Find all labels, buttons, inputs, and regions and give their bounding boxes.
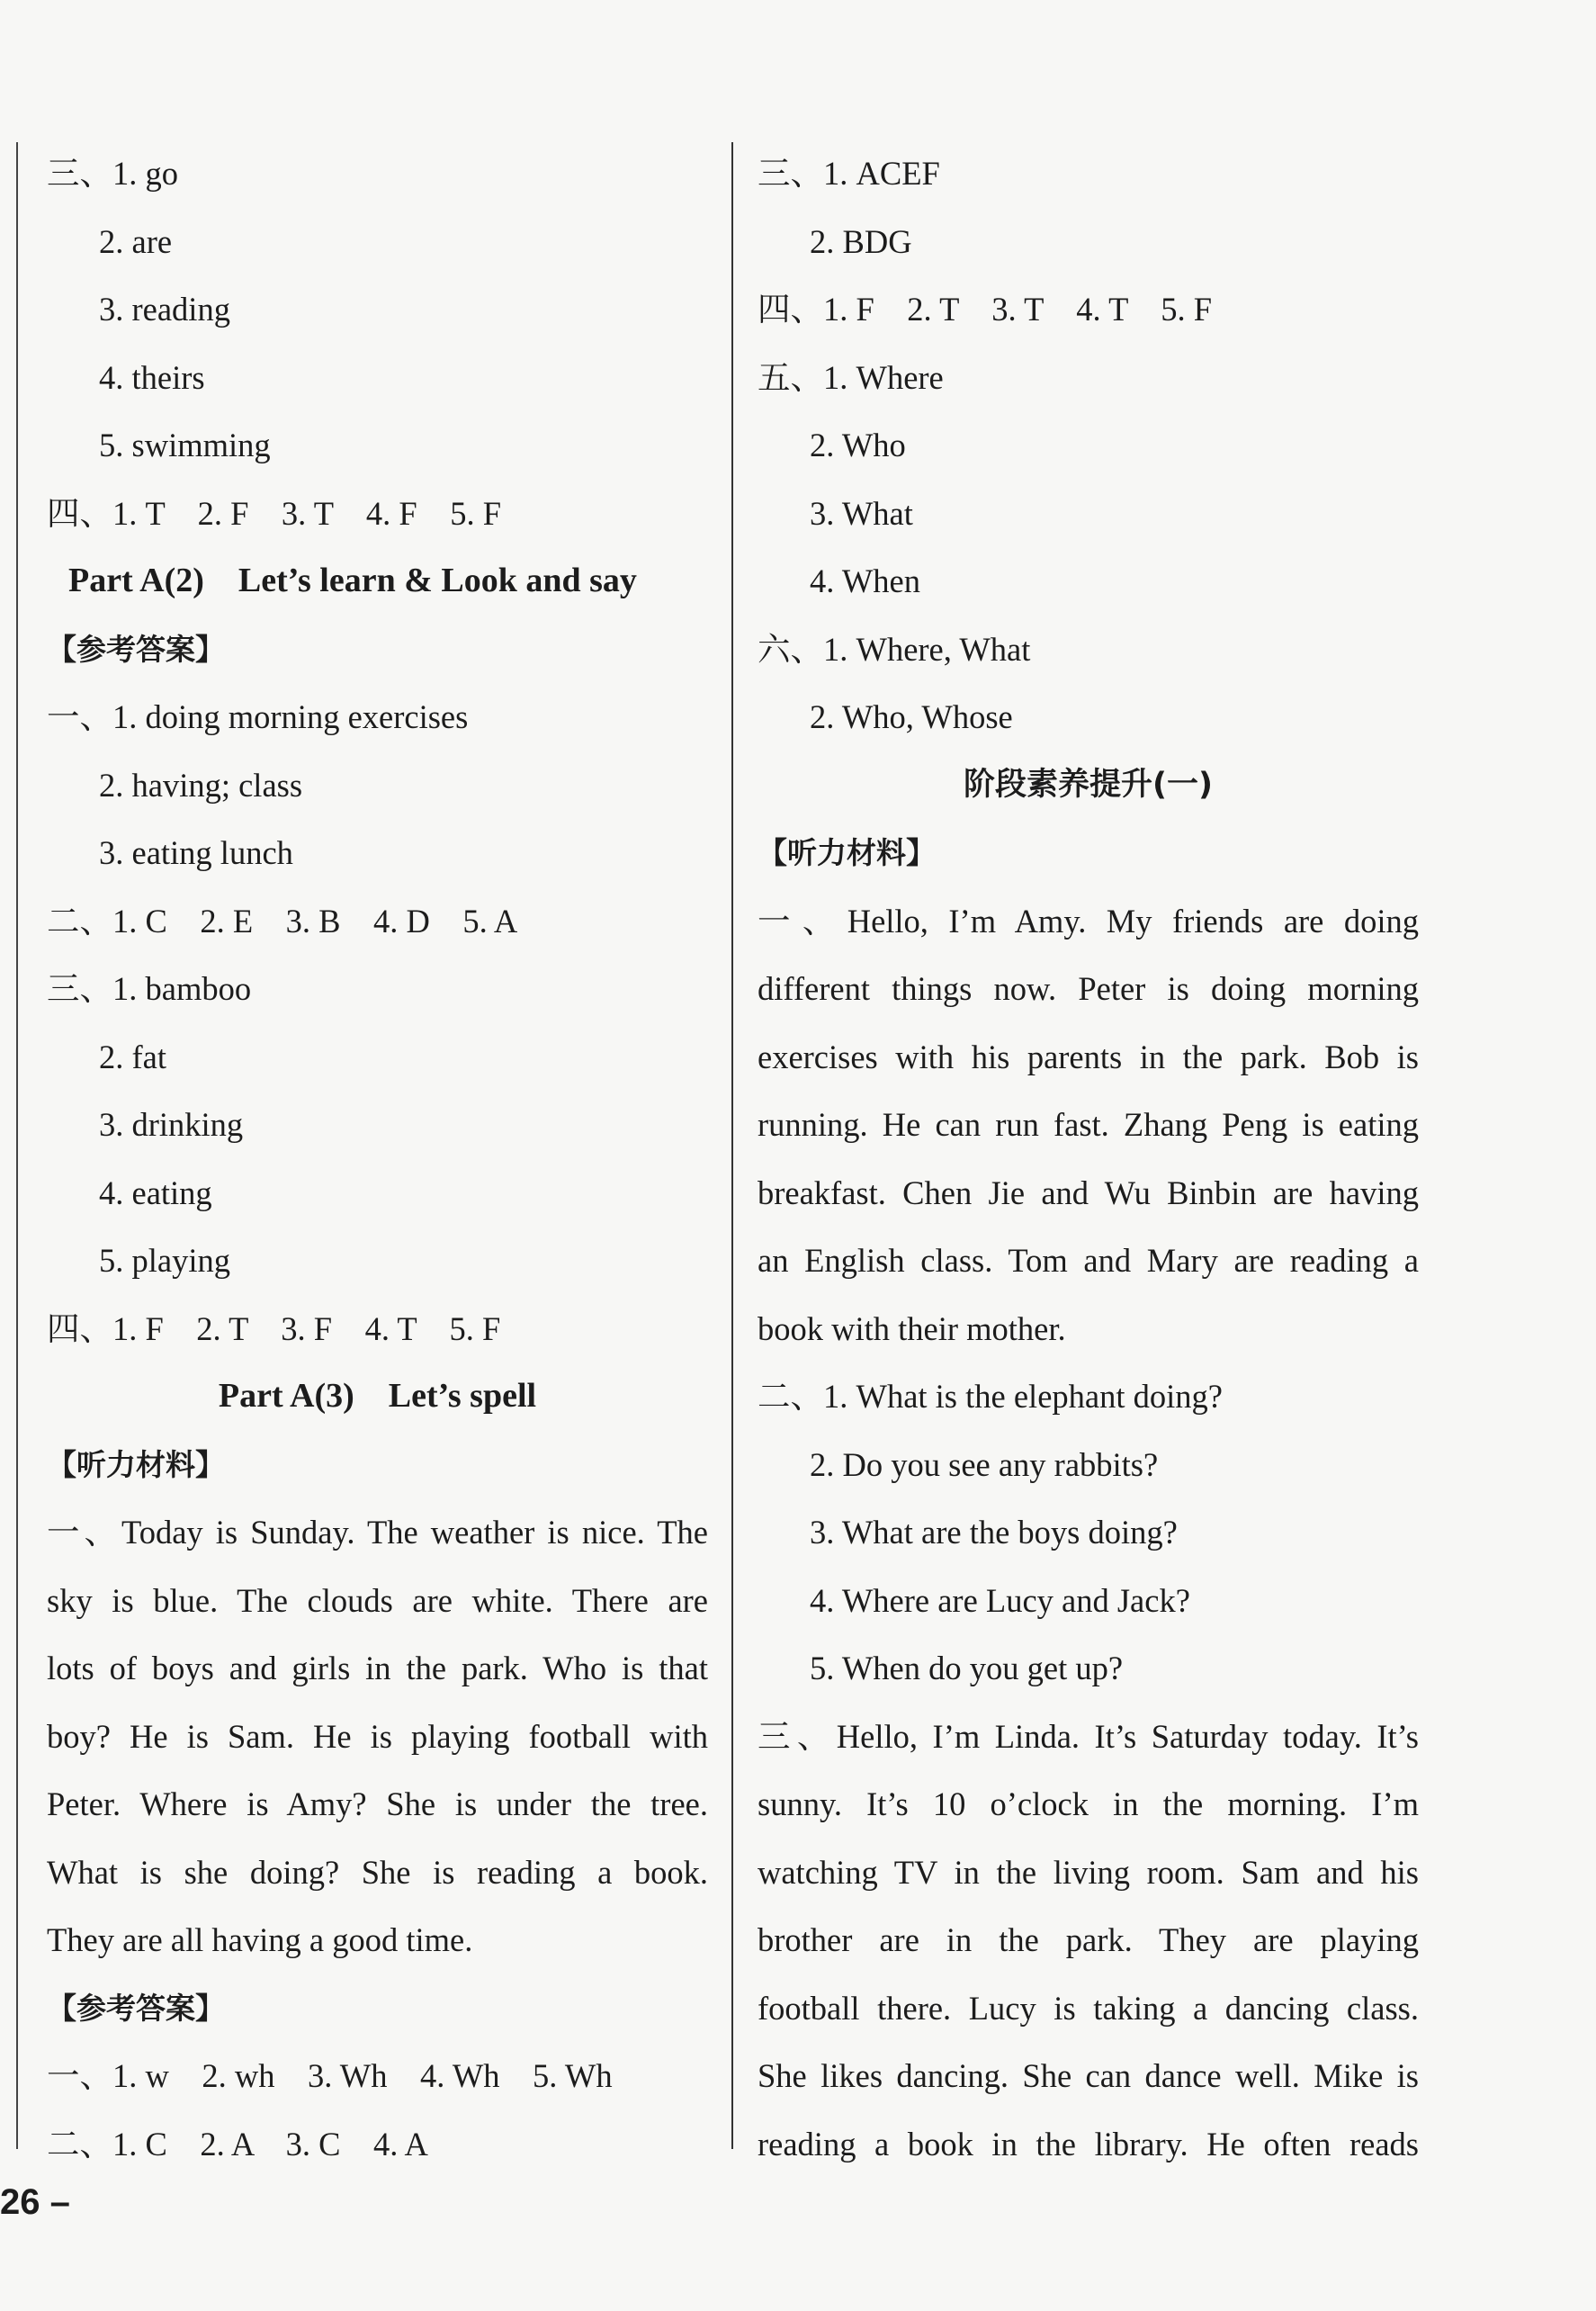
question-line: 3. What are the boys doing?: [810, 1514, 1178, 1551]
passage-line: reading a book in the library. He often reads: [758, 2125, 1419, 2163]
question-line: 二、1. What is the elephant doing?: [758, 1378, 1223, 1415]
passage-line: lots of boys and girls in the park. Who is that: [47, 1650, 708, 1686]
answer-line: 4. eating: [99, 1173, 212, 1211]
answer-line: 5. playing: [99, 1242, 230, 1279]
right-column: [758, 139, 1419, 2178]
answer-line: 3. eating lunch: [99, 834, 293, 871]
answer-line: 六、1. Where, What: [758, 630, 1031, 668]
answer-key-label: 【参考答案】: [47, 1990, 225, 2026]
answer-line: 3. What: [810, 494, 913, 532]
answer-line: 3. drinking: [99, 1106, 244, 1143]
listening-label: 【听力材料】: [758, 835, 936, 870]
section-heading: Part A(2) Let’s learn & Look and say: [68, 562, 637, 599]
answer-line: 2. Who, Whose: [810, 698, 1013, 735]
answer-line: 2. are: [99, 222, 173, 260]
passage-line: They are all having a good time.: [47, 1921, 473, 1958]
left-margin-rule: [16, 142, 18, 2149]
passage-line: football there. Lucy is taking a dancing class.: [758, 1989, 1419, 2027]
answer-line: 2. fat: [99, 1038, 166, 1075]
passage-line: She likes dancing. She can dance well. Mike is: [758, 2057, 1419, 2094]
answer-line: 三、1. go: [47, 155, 178, 192]
section-heading: 阶段素养提升(一): [964, 766, 1213, 803]
answer-line: 5. swimming: [99, 427, 271, 463]
passage-line: sunny. It’s 10 o’clock in the morning. I’m: [758, 1785, 1419, 1822]
passage-line: brother are in the park. They are playing: [758, 1921, 1419, 1958]
passage-line: an English class. Tom and Mary are reading a: [758, 1242, 1419, 1279]
answer-line: 四、1. F 2. T 3. F 4. T 5. F: [47, 1309, 501, 1347]
answer-line: 三、1. bamboo: [47, 970, 252, 1007]
passage-line: exercises with his parents in the park. Bob is: [758, 1038, 1419, 1075]
passage-line: 一、Today is Sunday. The weather is nice. The: [47, 1514, 708, 1551]
passage-line: 一、Hello, I’m Amy. My friends are doing: [758, 902, 1419, 940]
answer-line: 一、1. doing morning exercises: [47, 698, 469, 735]
answer-line: 四、1. F 2. T 3. T 4. T 5. F: [758, 291, 1213, 328]
answer-line: 五、1. Where: [758, 358, 944, 396]
question-line: 4. Where are Lucy and Jack?: [810, 1581, 1190, 1619]
passage-line: Peter. Where is Amy? She is under the tree.: [47, 1785, 708, 1822]
answer-key-label: 【参考答案】: [47, 631, 225, 667]
passage-line: sky is blue. The clouds are white. There are: [47, 1581, 708, 1619]
answer-line: 二、1. C 2. E 3. B 4. D 5. A: [47, 902, 518, 940]
answer-line: 4. When: [810, 562, 920, 599]
answer-line: 2. BDG: [810, 222, 912, 260]
page-number: 26 –: [0, 2182, 70, 2222]
column-divider: [731, 142, 733, 2149]
answer-line: 一、1. w 2. wh 3. Wh 4. Wh 5. Wh: [47, 2057, 613, 2094]
answer-line: 2. having; class: [99, 766, 303, 804]
answer-line: 3. reading: [99, 291, 230, 328]
answer-line: 三、1. ACEF: [758, 155, 940, 192]
left-column: [47, 139, 708, 2178]
passage-line: 三、Hello, I’m Linda. It’s Saturday today. It’s: [758, 1717, 1419, 1755]
question-line: 2. Do you see any rabbits?: [810, 1445, 1159, 1483]
passage-line: What is she doing? She is reading a book.: [47, 1853, 708, 1891]
passage-line: breakfast. Chen Jie and Wu Binbin are having: [758, 1173, 1419, 1211]
answer-line: 四、1. T 2. F 3. T 4. F 5. F: [47, 494, 502, 532]
passage-line: book with their mother.: [758, 1309, 1066, 1347]
passage-line: boy? He is Sam. He is playing football with: [47, 1717, 708, 1755]
question-line: 5. When do you get up?: [810, 1650, 1124, 1686]
passage-line: running. He can run fast. Zhang Peng is eating: [758, 1106, 1419, 1143]
passage-line: different things now. Peter is doing morning: [758, 970, 1419, 1007]
answer-line: 二、1. C 2. A 3. C 4. A: [47, 2125, 428, 2163]
answer-line: 2. Who: [810, 427, 906, 463]
section-heading: Part A(3) Let’s spell: [218, 1377, 537, 1415]
passage-line: watching TV in the living room. Sam and his: [758, 1853, 1419, 1891]
listening-label: 【听力材料】: [47, 1446, 225, 1482]
answer-line: 4. theirs: [99, 358, 205, 396]
